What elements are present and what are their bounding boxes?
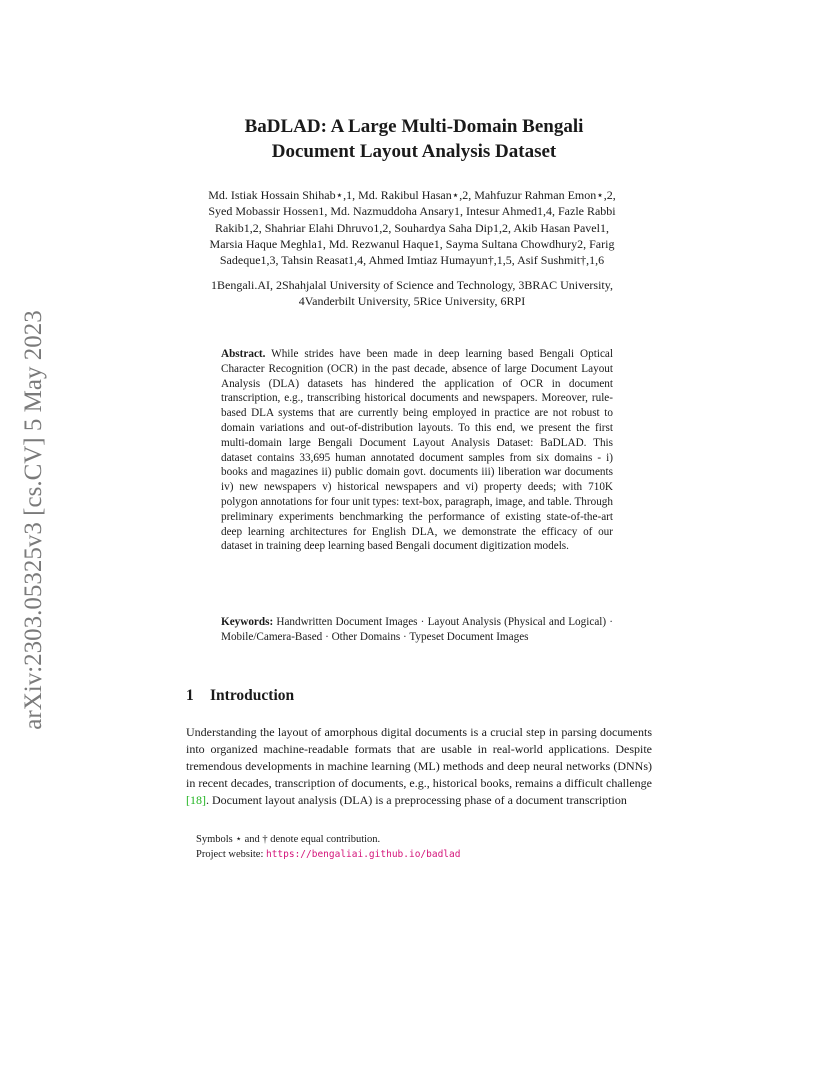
- intro-text-continued: . Document layout analysis (DLA) is a preprocessing phase of a document transcription: [206, 793, 627, 807]
- paper-title: [200, 114, 628, 164]
- footnotes: [196, 832, 656, 862]
- title-line-1: BaDLAD: A Large Multi-Domain Bengali: [244, 116, 584, 137]
- abstract-label: Abstract.: [221, 348, 266, 360]
- intro-paragraph: [186, 724, 652, 809]
- arxiv-sidebar: [0, 280, 70, 760]
- abstract: [221, 347, 613, 554]
- keywords-text: Handwritten Document Images · Layout Analysis (Physical and Logical) · Mobile/Camera-Based · Other Domains · Typeset Document Images: [221, 616, 614, 643]
- author-line: Syed Mobassir Hossen1, Md. Nazmuddoha Ansary1, Intesur Ahmed1,4, Fazle Rabbi: [208, 204, 616, 219]
- author-line: Marsia Haque Meghla1, Md. Rezwanul Haque1, Sayma Sultana Chowdhury2, Farig: [209, 236, 615, 251]
- arxiv-identifier: arXiv:2303.05325v3 [cs.CV] 5 May 2023: [20, 310, 47, 730]
- keywords: [221, 615, 613, 645]
- section-heading: [186, 687, 294, 705]
- author-line: Rakib1,2, Shahriar Elahi Dhruvo1,2, Souhardya Saha Dip1,2, Akib Hasan Pavel1,: [215, 220, 609, 235]
- project-website-link[interactable]: https://bengaliai.github.io/badlad: [265, 849, 461, 860]
- section-number: 1: [186, 687, 194, 704]
- author-line: Sadeque1,3, Tahsin Reasat1,4, Ahmed Imtiaz Humayun†,1,5, Asif Sushmit†,1,6: [219, 253, 605, 268]
- footnote-website-label: Project website:: [196, 849, 264, 860]
- keywords-label: Keywords:: [221, 616, 274, 628]
- affiliation-line: 4Vanderbilt University, 5Rice University, 6RPI: [298, 293, 526, 308]
- section-title: Introduction: [210, 687, 295, 704]
- affiliations: [172, 278, 652, 309]
- footnote-project-website: [196, 847, 656, 862]
- intro-text: Understanding the layout of amorphous digital documents is a crucial step in parsing documents into organized machine-readable formats that are usable in real-world applications. Despite tremendous developments in machine learning (ML) methods and deep neural networks (DNNs) in recent decades, transcription of documents, e.g., historical books, remains a difficult challenge: [186, 725, 652, 790]
- footnote-equal-contribution: Symbols ⋆ and † denote equal contribution.: [196, 834, 381, 845]
- author-line: Md. Istiak Hossain Shihab⋆,1, Md. Rakibul Hasan⋆,2, Mahfuzur Rahman Emon⋆,2,: [208, 188, 616, 202]
- affiliation-line: 1Bengali.AI, 2Shahjalal University of Science and Technology, 3BRAC University,: [211, 278, 613, 292]
- title-line-2: Document Layout Analysis Dataset: [271, 141, 557, 162]
- abstract-text: While strides have been made in deep learning based Bengali Optical Character Recognition (OCR) in the past decade, absence of large Document Layout Analysis (DLA) datasets has hindered the application of OCR in document transcription, e.g., transcribing historical documents and newspapers. Moreover, rule-based DLA systems that are currently being employed in practice are not robust to domain variations and out-of-distribution layouts. To this end, we present the first multi-domain large Bengali Document Layout Analysis Dataset: BaDLAD. This dataset contains 33,695 human annotated document samples from six domains - i) books and magazines ii) public domain govt. documents iii) liberation war documents iv) new newspapers v) historical newspapers and vi) property deeds; with 710K polygon annotations for four unit types: text-box, paragraph, image, and table. Through preliminary experiments benchmarking the performance of existing state-of-the-art deep learning architectures for English DLA, we demonstrate the efficacy of our dataset in training deep learning based Bengali document digitization models.: [221, 348, 613, 553]
- author-list: [172, 187, 652, 268]
- citation-link[interactable]: [18]: [186, 793, 206, 807]
